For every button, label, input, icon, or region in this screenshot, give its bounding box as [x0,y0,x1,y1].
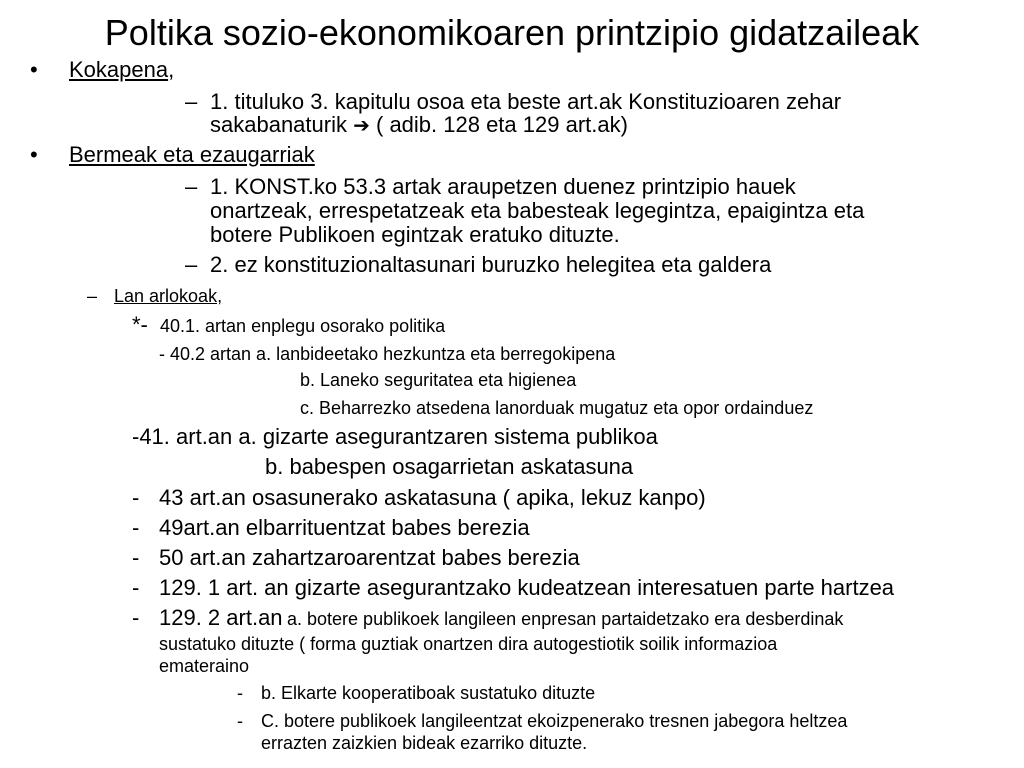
item-129-2b: b. Elkarte kooperatiboak sustatuko dituzte [261,683,596,703]
bermeak-sub1-line3: botere Publikoen egintzak eratuko dituzte. [210,222,620,247]
hyphen: - [132,605,140,630]
kokapena-heading [69,58,174,82]
slide-title: Poltika sozio-ekonomikoaren printzipio gidatzaileak [104,12,920,53]
hyphen: - [132,485,140,510]
kokapena-sub1-line2 [210,113,628,138]
dash: – [185,252,198,277]
item-129-2c-line2: errazten zaizkien bideak ezarriko dituzte. [261,733,588,753]
item-129-1: 129. 1 art. an gizarte asegurantzako kudeatzean interesatuen parte hartzea [159,575,895,600]
right-arrow-icon: ➔ [353,115,370,137]
kokapena-comma: , [168,57,175,82]
item-129-2-big: 129. 2 art.an [159,605,283,630]
hyphen: - [237,683,243,703]
item-49: 49art.an elbarrituentzat babes berezia [159,515,530,540]
kokapena-sub1-line2-post: ( adib. 128 eta 129 art.ak) [376,112,628,137]
item-40-1: 40.1. artan enplegu osorako politika [160,316,446,336]
item-41a: -41. art.an a. gizarte asegurantzaren sistema publikoa [132,424,658,449]
bullet: • [30,57,38,82]
item-40-2b: b. Laneko seguritatea eta higienea [300,370,577,390]
dash: – [185,89,198,114]
item-129-2-line3: emateraino [159,656,250,676]
kokapena-sub1-line1: 1. tituluko 3. kapitulu osoa eta beste art.ak Konstituzioaren zehar [210,89,842,114]
kokapena-label: Kokapena [69,57,169,82]
dash: – [185,174,198,199]
hyphen: - [237,711,243,731]
hyphen: - [132,575,140,600]
star-prefix: *- [132,312,148,337]
item-129-2-line1 [159,606,843,630]
hyphen: - [132,545,140,570]
bullet: • [30,142,38,167]
item-50: 50 art.an zahartzaroarentzat babes berezia [159,545,580,570]
bermeak-sub1-line1: 1. KONST.ko 53.3 artak araupetzen duenez printzipio hauek [210,174,796,199]
item-40-2: - 40.2 artan a. lanbideetako hezkuntza eta berregokipena [159,344,616,364]
item-129-2-line2: sustatuko dituzte ( forma guztiak onartzen dira autogestiotik soilik informazioa [159,634,778,654]
hyphen: - [132,515,140,540]
bermeak-sub1-line2: onartzeak, errespetatzeak eta babesteak legegintza, epaigintza eta [210,198,865,223]
bermeak-heading: Bermeak eta ezaugarriak [69,142,315,167]
item-41b: b. babespen osagarrietan askatasuna [265,454,634,479]
dash: – [87,286,98,306]
kokapena-sub1-line2-pre: sakabanaturik [210,112,347,137]
item-129-2c-line1: C. botere publikoek langileentzat ekoizpenerako tresnen jabegora heltzea [261,711,848,731]
lan-heading: Lan arlokoak, [114,286,223,306]
bermeak-sub2: 2. ez konstituzionaltasunari buruzko helegitea eta galdera [210,252,772,277]
item-40-2c: c. Beharrezko atsedena lanorduak mugatuz eta opor ordainduez [300,398,814,418]
item-43: 43 art.an osasunerako askatasuna ( apika, lekuz kanpo) [159,485,706,510]
item-129-2-text1: a. botere publikoek langileen enpresan partaidetzako era desberdinak [287,609,844,629]
